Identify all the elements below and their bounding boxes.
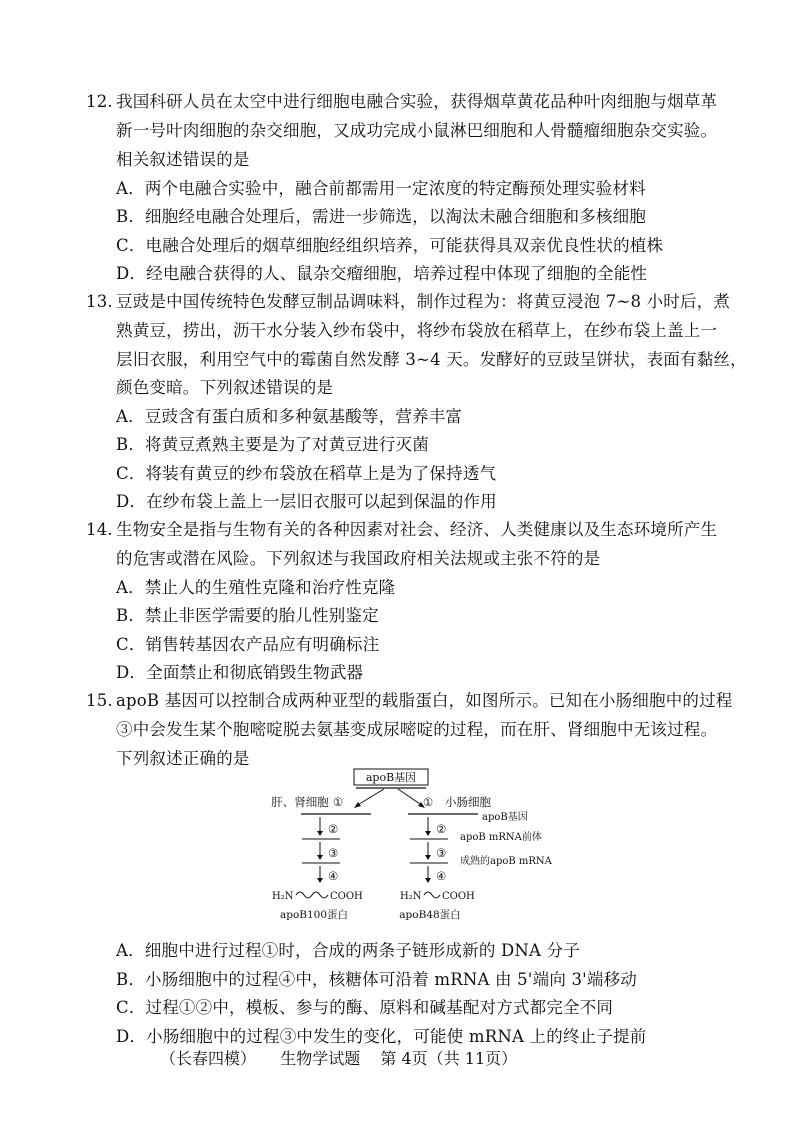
left-process-column [272, 817, 363, 921]
q13-stem-line-1 [86, 288, 730, 316]
q15-option-a: A．细胞中进行过程①时，合成的两条子链形成新的 DNA 分子 [116, 941, 580, 960]
q15-stem-text-1: apoB 基因可以控制合成两种亚型的载脂蛋白，如图所示。已知在小肠细胞中的过程 [116, 691, 733, 710]
right-step3-label: ③ [436, 846, 447, 860]
right-cooh-label: COOH [442, 891, 475, 902]
q13-option-a: A．豆豉含有蛋白质和多种氨基酸等，营养丰富 [116, 407, 463, 426]
q15-stem-line-3: 下列叙述正确的是 [116, 749, 250, 768]
left-arrowhead-3 [317, 855, 323, 860]
q12-stem-text-1: 我国科研人员在太空中进行细胞电融合实验，获得烟草黄花品种叶肉细胞与烟草革 [116, 92, 718, 111]
right-step2-label: ② [436, 822, 447, 836]
q13-stem-line-3: 层旧衣服，利用空气中的霉菌自然发酵 3~4 天。发酵好的豆豉呈饼状，表面有黏丝， [116, 350, 747, 369]
left-h2n-label: H₂N [272, 891, 294, 902]
footer-page-number: 第 4页（共 11页） [380, 1049, 518, 1068]
mature-mrna-label: 成熟的apoB mRNA [460, 856, 552, 867]
right-peptide-chain [424, 892, 440, 898]
q15-stem-line-2: ③中会发生某个胞嘧啶脱去氨基变成尿嘧啶的过程，而在肝、肾细胞中无该过程。 [116, 720, 718, 739]
right-step4-label: ④ [436, 869, 447, 883]
left-protein-label: apoB100蛋白 [279, 909, 349, 921]
right-branch-arrow [398, 789, 423, 806]
q14-option-a: A．禁止人的生殖性克隆和治疗性克隆 [116, 578, 396, 597]
top-gene-label: apoB基因 [365, 771, 417, 784]
right-protein-label: apoB48蛋白 [399, 909, 461, 921]
left-step2-label: ② [328, 822, 339, 836]
left-branch-arrow [356, 789, 384, 806]
apob-expression-diagram [258, 768, 558, 928]
q14-number: 14. [86, 520, 113, 539]
q13-stem-line-4: 颜色变暗。下列叙述错误的是 [116, 378, 334, 397]
left-step3-label: ③ [328, 846, 339, 860]
q12-option-b: B．细胞经电融合处理后，需进一步筛选，以淘汰未融合细胞和多核细胞 [116, 207, 647, 226]
left-arrowhead-4 [317, 878, 323, 883]
right-step1-label: ① [422, 795, 434, 809]
q12-stem-line-2: 新一号叶肉细胞的杂交细胞，又成功完成小鼠淋巴细胞和人骨髓瘤细胞杂交实验。 [116, 121, 718, 140]
right-gene-label: apoB基因 [482, 812, 528, 823]
q13-option-c: C．将装有黄豆的纱布袋放在稻草上是为了保持透气 [116, 464, 497, 483]
q12-stem-line-1 [86, 88, 717, 116]
q13-option-b: B．将黄豆煮熟主要是为了对黄豆进行灭菌 [116, 435, 429, 454]
left-cell-label: 肝、肾细胞 [271, 795, 329, 809]
q13-option-d: D．在纱布袋上盖上一层旧衣服可以起到保温的作用 [116, 492, 497, 511]
q13-stem-text-1: 豆豉是中国传统特色发酵豆制品调味料，制作过程为：将黄豆浸泡 7~8 小时后，煮 [116, 292, 731, 311]
q14-stem-line-2: 的危害或潜在风险。下列叙述与我国政府相关法规或主张不符的是 [116, 549, 601, 568]
right-h2n-label: H₂N [400, 891, 422, 902]
right-arrowhead-2 [425, 831, 431, 836]
left-branch-arrowhead [354, 802, 361, 808]
left-step1-label: ① [332, 795, 344, 809]
q12-number: 12. [86, 92, 113, 111]
q15-option-c: C．过程①②中，模板、参与的酶、原料和碱基配对方式都完全不同 [116, 998, 614, 1017]
q15-option-d: D．小肠细胞中的过程③中发生的变化，可能使 mRNA 上的终止子提前 [116, 1027, 647, 1046]
q15-option-b: B．小肠细胞中的过程④中，核糖体可沿着 mRNA 由 5'端向 3'端移动 [116, 970, 637, 989]
q15-stem-line-1 [86, 687, 733, 715]
right-cell-label: 小肠细胞 [445, 795, 491, 809]
q14-option-c: C．销售转基因农产品应有明确标注 [116, 635, 380, 654]
page-footer [160, 1046, 517, 1072]
q12-option-a: A．两个电融合实验中，融合前都需用一定浓度的特定酶预处理实验材料 [116, 179, 646, 198]
q12-option-c: C．电融合处理后的烟草细胞经组织培养，可能获得具双亲优良性状的植株 [116, 236, 664, 255]
left-cooh-label: COOH [330, 891, 363, 902]
q14-stem-text-1: 生物安全是指与生物有关的各种因素对社会、经济、人类健康以及生态环境所产生 [116, 520, 718, 539]
right-arrowhead-3 [425, 855, 431, 860]
right-process-column [399, 817, 552, 921]
left-step4-label: ④ [328, 869, 339, 883]
pre-mrna-label: apoB mRNA前体 [460, 832, 542, 843]
q14-option-b: B．禁止非医学需要的胎儿性别鉴定 [116, 606, 379, 625]
q14-stem-line-1 [86, 516, 717, 544]
q12-stem-line-3: 相关叙述错误的是 [116, 150, 250, 169]
footer-subject: 生物学试题 [280, 1049, 361, 1068]
footer-exam: （长春四模） [160, 1049, 257, 1068]
q15-number: 15. [86, 691, 113, 710]
q13-stem-line-2: 熟黄豆，捞出，沥干水分装入纱布袋中，将纱布袋放在稻草上，在纱布袋上盖上一 [116, 321, 718, 340]
q12-option-d: D．经电融合获得的人、鼠杂交瘤细胞，培养过程中体现了细胞的全能性 [116, 264, 648, 283]
right-arrowhead-4 [425, 878, 431, 883]
q14-option-d: D．全面禁止和彻底销毁生物武器 [116, 663, 364, 682]
left-peptide-chain [296, 892, 328, 898]
q13-number: 13. [86, 292, 113, 311]
left-arrowhead-2 [317, 831, 323, 836]
